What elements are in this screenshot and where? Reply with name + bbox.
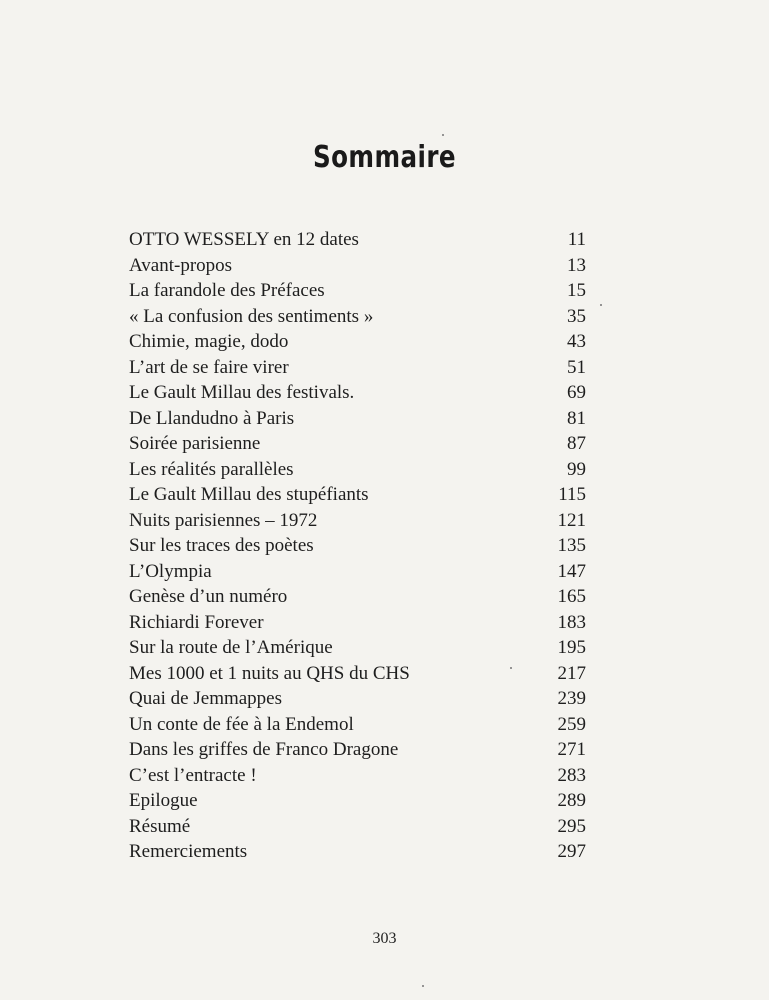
toc-entry: [129, 737, 586, 763]
toc-entry: [129, 686, 586, 712]
toc-entry: [129, 533, 586, 559]
toc-entry-title: Mes 1000 et 1 nuits au QHS du CHS: [129, 662, 410, 684]
toc-entry-page: 239: [557, 688, 586, 709]
toc-entry-page: 121: [557, 509, 586, 531]
toc-entry-page: 115: [558, 484, 586, 505]
print-speck: [510, 667, 512, 669]
toc-entry-page: 87: [567, 433, 586, 454]
toc-entry-page: 69: [567, 382, 586, 403]
toc-entry-page: 99: [567, 458, 586, 480]
toc-entry-page: 297: [557, 841, 586, 862]
toc-entry-title: Nuits parisiennes – 1972: [129, 509, 318, 531]
toc-entry: [129, 253, 586, 279]
toc-entry-title: Le Gault Millau des stupéfiants: [129, 484, 369, 505]
toc-entry-page: 259: [557, 713, 586, 735]
toc-entry-page: 13: [567, 254, 586, 276]
toc-entry-page: 147: [557, 560, 586, 582]
toc-entry: [129, 380, 586, 406]
toc-entry-title: Sur la route de l’Amérique: [129, 637, 333, 658]
toc-entry-title: Quai de Jemmappes: [129, 688, 283, 709]
toc-entry: [129, 712, 586, 738]
toc-entry-page: 183: [557, 611, 586, 633]
toc-entry-page: 165: [557, 586, 586, 607]
toc-entry-title: Richiardi Forever: [129, 611, 264, 633]
toc-entry-title: Soirée parisienne: [129, 433, 261, 454]
toc-entry-page: 81: [567, 407, 586, 429]
toc-entry: [129, 635, 586, 661]
toc-entry-title: Epilogue: [129, 790, 198, 811]
toc-entry-page: 271: [557, 739, 586, 760]
toc-entry-title: Les réalités parallèles: [129, 458, 294, 480]
toc-entry-page: 295: [557, 815, 586, 837]
toc-entry-page: 135: [557, 535, 586, 556]
toc-entry: [129, 355, 586, 381]
toc-entry: [129, 431, 586, 457]
print-speck: [600, 304, 602, 306]
toc-entry-title: L’art de se faire virer: [129, 356, 289, 378]
toc-entry-title: La farandole des Préfaces: [129, 280, 325, 301]
toc-entry-page: 35: [567, 305, 586, 327]
toc-entry-page: 217: [557, 662, 586, 684]
toc-entry: [129, 814, 586, 840]
toc-entry: [129, 482, 586, 508]
toc-entry: [129, 559, 586, 585]
toc-entry: [129, 508, 586, 534]
toc-entry-title: Le Gault Millau des festivals.: [129, 382, 355, 403]
print-speck: [422, 985, 424, 987]
toc-entry-title: Chimie, magie, dodo: [129, 331, 289, 352]
toc-entry-title: OTTO WESSELY en 12 dates: [129, 229, 359, 250]
toc-entry: [129, 584, 586, 610]
toc-entry-page: 15: [567, 280, 586, 301]
toc-entry-title: L’Olympia: [129, 560, 212, 582]
toc-entry-page: 51: [567, 356, 586, 378]
toc-entry-title: Dans les griffes de Franco Dragone: [129, 739, 399, 760]
toc-entry-title: De Llandudno à Paris: [129, 407, 295, 429]
toc-entry: [129, 610, 586, 636]
toc-entry-page: 283: [557, 764, 586, 786]
toc-entry-page: 43: [567, 331, 586, 352]
toc-entry-title: C’est l’entracte !: [129, 764, 257, 786]
toc-entry-title: « La confusion des sentiments »: [129, 305, 374, 327]
toc-entry: [129, 661, 586, 687]
toc-entry-title: Sur les traces des poètes: [129, 535, 314, 556]
toc-entry: [129, 227, 586, 253]
toc-entry-page: 195: [557, 637, 586, 658]
toc-entry: [129, 278, 586, 304]
toc-entry: [129, 457, 586, 483]
toc-entry-title: Remerciements: [129, 841, 248, 862]
toc-entry: [129, 304, 586, 330]
toc-entry-title: Un conte de fée à la Endemol: [129, 713, 354, 735]
toc-entry-title: Genèse d’un numéro: [129, 586, 288, 607]
toc-entry-title: Résumé: [129, 815, 191, 837]
print-speck: [442, 134, 444, 136]
toc-entry-title: Avant-propos: [129, 254, 233, 276]
toc-entry: [129, 406, 586, 432]
page-title: Sommaire: [312, 140, 457, 175]
table-of-contents: [129, 227, 586, 865]
toc-entry: [129, 329, 586, 355]
toc-entry: [129, 763, 586, 789]
toc-entry: [129, 839, 586, 865]
toc-entry-page: 11: [567, 229, 586, 250]
toc-entry: [129, 788, 586, 814]
page-number: 303: [372, 930, 397, 947]
toc-entry-page: 289: [557, 790, 586, 811]
